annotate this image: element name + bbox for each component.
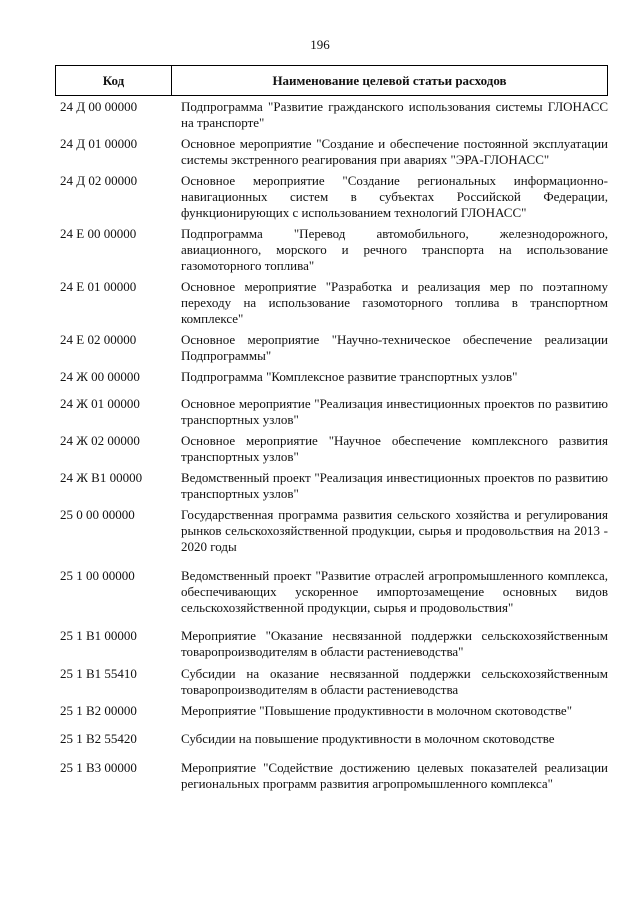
row-name: Основное мероприятие "Создание и обеспечение постоянной эксплуатации системы экстренного реагирования при авариях "ЭРА-ГЛОНАСС": [181, 136, 608, 167]
table-row: [0, 433, 640, 465]
row-name: Субсидии на повышение продуктивности в молочном скотоводстве: [181, 731, 555, 746]
row-code: 24 Д 02 00000: [60, 173, 138, 188]
row-name: Субсидии на оказание несвязанной поддержки сельскохозяйственным товаропроизводителям в области растениеводства: [181, 666, 608, 697]
page-number: 196: [310, 37, 330, 52]
row-name: Основное мероприятие "Создание региональных информационно-навигационных систем в субъектах Российской Федерации, функционирующих с использованием технологий ГЛОНАСС": [181, 173, 608, 220]
row-name: Ведомственный проект "Развитие отраслей агропромышленного комплекса, обеспечивающих ускоренное импортозамещение основных видов сельскохозяйственной продукции, сырья и продовольствия": [181, 568, 608, 615]
table-row: [0, 226, 640, 274]
row-name: Основное мероприятие "Разработка и реализация мер по поэтапному переходу на использование газомоторного топлива в транспортном комплексе": [181, 279, 608, 326]
table-row: [0, 279, 640, 327]
row-code: 24 Д 00 00000: [60, 99, 138, 114]
table-row: [0, 332, 640, 364]
row-code: 24 Е 00 00000: [60, 226, 137, 241]
row-name: Основное мероприятие "Научное обеспечение комплексного развития транспортных узлов": [181, 433, 608, 464]
row-name: Ведомственный проект "Реализация инвестиционных проектов по развитию транспортных узлов": [181, 470, 608, 501]
row-name: Подпрограмма "Развитие гражданского использования системы ГЛОНАСС на транспорте": [181, 99, 608, 130]
table-row: [0, 396, 640, 428]
row-code: 25 1 В2 55420: [60, 731, 137, 746]
row-code: 24 Ж В1 00000: [60, 470, 143, 485]
row-name: Подпрограмма "Комплексное развитие транспортных узлов": [181, 369, 518, 384]
row-code: 25 1 В1 55410: [60, 666, 137, 681]
table-row: [0, 760, 640, 792]
table-row: [0, 99, 640, 131]
row-code: 24 Д 01 00000: [60, 136, 138, 151]
table-row: [0, 703, 640, 719]
row-code: 24 Ж 01 00000: [60, 396, 140, 411]
row-name: Мероприятие "Оказание несвязанной поддержки сельскохозяйственным товаропроизводителям в области растениеводства": [181, 628, 608, 659]
row-name: Основное мероприятие "Реализация инвестиционных проектов по развитию транспортных узлов": [181, 396, 608, 427]
row-code: 25 1 00 00000: [60, 568, 135, 583]
table-row: [0, 731, 640, 747]
table-row: [0, 568, 640, 616]
row-code: 24 Ж 02 00000: [60, 433, 140, 448]
code-column-header: Код: [56, 66, 172, 95]
row-code: 24 Е 01 00000: [60, 279, 137, 294]
row-name: Основное мероприятие "Научно-техническое обеспечение реализации Подпрограммы": [181, 332, 608, 363]
table-row: [0, 470, 640, 502]
table-row: [0, 173, 640, 221]
row-name: Подпрограмма "Перевод автомобильного, железнодорожного, авиационного, морского и речного транспорта на использование газомоторного топлива": [181, 226, 608, 273]
table-body: [0, 99, 640, 792]
row-name: Мероприятие "Повышение продуктивности в молочном скотоводстве": [181, 703, 573, 718]
table-row: [0, 369, 640, 385]
table-row: [0, 666, 640, 698]
row-code: 25 1 В2 00000: [60, 703, 137, 718]
row-name: Государственная программа развития сельского хозяйства и регулирования рынков сельскохозяйственной продукции, сырья и продовольствия на 2013 - 2020 годы: [181, 507, 608, 554]
row-code: 24 Ж 00 00000: [60, 369, 140, 384]
name-column-header: Наименование целевой статьи расходов: [272, 72, 507, 88]
table-row: [0, 628, 640, 660]
row-code: 25 0 00 00000: [60, 507, 135, 522]
row-name: Мероприятие "Содействие достижению целевых показателей реализации региональных программ развития агропромышленного комплекса": [181, 760, 608, 791]
row-code: 24 Е 02 00000: [60, 332, 137, 347]
table-header: [55, 65, 608, 96]
row-code: 25 1 В3 00000: [60, 760, 137, 775]
table-row: [0, 136, 640, 168]
row-code: 25 1 В1 00000: [60, 628, 137, 643]
table-row: [0, 507, 640, 555]
